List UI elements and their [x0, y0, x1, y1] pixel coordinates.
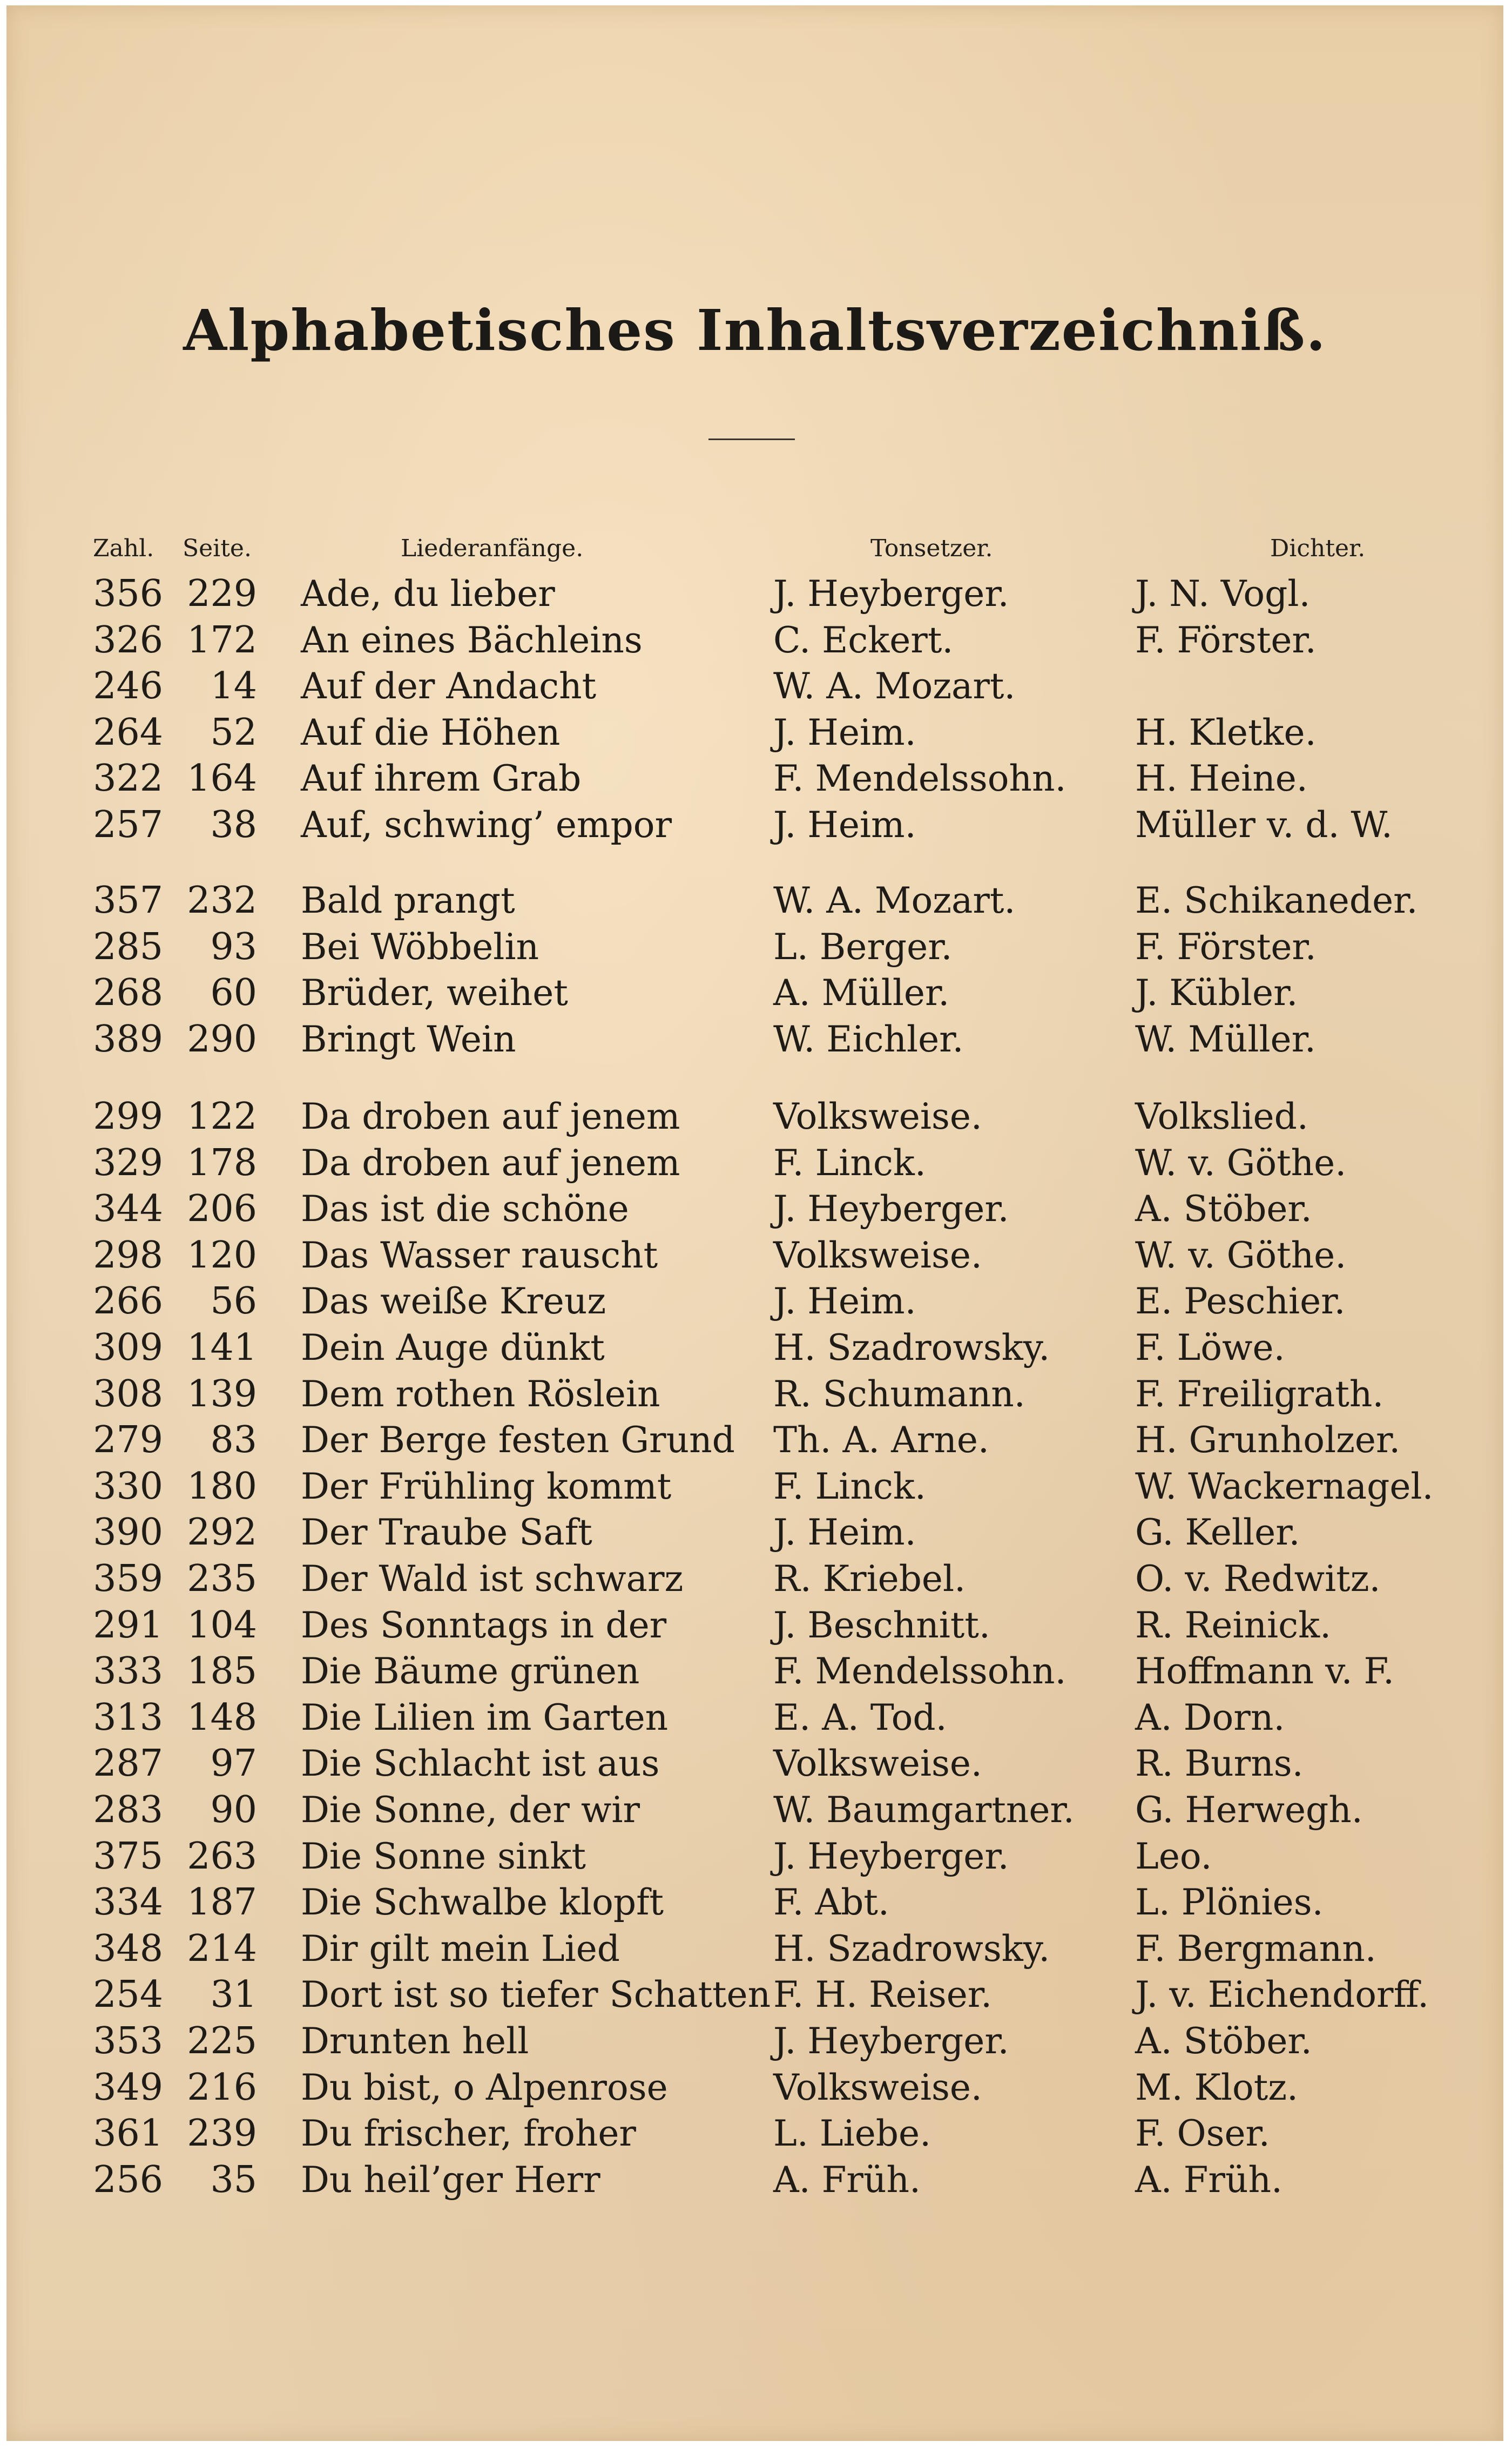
zahl-cell: 246 [93, 665, 163, 708]
tonsetzer-cell: C. Eckert. [773, 619, 954, 661]
tonsetzer-cell: H. Szadrowsky. [773, 1327, 1050, 1368]
lied-cell: Die Sonne sinkt [301, 1835, 586, 1877]
table-row [6, 756, 1503, 801]
header-liederanfaenge: Liederanfänge. [401, 535, 584, 562]
zahl-cell: 254 [93, 1973, 163, 2017]
dichter-cell: A. Stöber. [1135, 1188, 1312, 1230]
zahl-cell: 390 [93, 1511, 163, 1554]
zahl-cell: 257 [93, 804, 163, 846]
lied-cell: Auf, schwing’ empor [301, 804, 672, 846]
tonsetzer-cell: L. Liebe. [773, 2113, 932, 2155]
seite-cell: 235 [187, 1557, 257, 1600]
dichter-cell: R. Reinick. [1135, 1604, 1332, 1646]
lied-cell: Du heil’ger Herr [301, 2159, 600, 2201]
lied-cell: Dort ist so tiefer Schatten [301, 1974, 771, 2016]
seite-cell: 180 [187, 1465, 257, 1508]
dichter-cell: F. Bergmann. [1135, 1927, 1376, 1970]
dichter-cell: W. Müller. [1135, 1018, 1316, 1060]
seite-cell: 120 [187, 1233, 257, 1277]
table-row [6, 2065, 1503, 2110]
zahl-cell: 375 [93, 1835, 163, 1878]
dichter-cell: A. Früh. [1135, 2159, 1282, 2201]
header-seite: Seite. [183, 535, 252, 562]
tonsetzer-cell: J. Heim. [773, 1512, 916, 1554]
table-row [6, 1510, 1503, 1555]
tonsetzer-cell: Volksweise. [773, 1234, 982, 1276]
tonsetzer-cell: F. Linck. [773, 1142, 926, 1184]
seite-cell: 141 [187, 1326, 257, 1369]
dichter-cell: O. v. Redwitz. [1135, 1558, 1381, 1600]
title-divider [708, 439, 795, 440]
table-row [6, 2019, 1503, 2064]
seite-cell: 229 [187, 572, 257, 615]
table-row [6, 1695, 1503, 1741]
seite-cell: 97 [210, 1742, 257, 1785]
table-row [6, 1186, 1503, 1232]
table-row [6, 1141, 1503, 1186]
zahl-cell: 291 [93, 1603, 163, 1647]
tonsetzer-cell: L. Berger. [773, 926, 953, 968]
dichter-cell: R. Burns. [1135, 1743, 1304, 1785]
lied-cell: Bald prangt [301, 880, 515, 921]
tonsetzer-cell: F. Mendelssohn. [773, 758, 1066, 800]
lied-cell: Die Sonne, der wir [301, 1789, 640, 1831]
zahl-cell: 285 [93, 925, 163, 968]
dichter-cell: F. Oser. [1135, 2113, 1270, 2155]
table-row [6, 1279, 1503, 1324]
dichter-cell: Müller v. d. W. [1135, 804, 1393, 846]
dichter-cell: E. Peschier. [1135, 1280, 1346, 1323]
lied-cell: Das ist die schöne [301, 1188, 629, 1230]
lied-cell: Die Schwalbe klopft [301, 1881, 664, 1924]
tonsetzer-cell: J. Heyberger. [773, 1835, 1009, 1877]
table-row [6, 878, 1503, 923]
table-row [6, 970, 1503, 1016]
table-row [6, 2157, 1503, 2203]
tonsetzer-cell: W. A. Mozart. [773, 880, 1016, 921]
table-row [6, 1418, 1503, 1463]
zahl-cell: 344 [93, 1188, 163, 1231]
zahl-cell: 256 [93, 2158, 163, 2201]
table-row [6, 1834, 1503, 1879]
table-row [6, 1741, 1503, 1786]
lied-cell: Du frischer, froher [301, 2113, 636, 2155]
seite-cell: 290 [187, 1017, 257, 1061]
seite-cell: 187 [187, 1881, 257, 1924]
dichter-cell: G. Herwegh. [1135, 1789, 1363, 1831]
book-page [6, 5, 1503, 2441]
table-row [6, 664, 1503, 709]
dichter-cell: H. Kletke. [1135, 711, 1317, 753]
seite-cell: 93 [210, 925, 257, 968]
seite-cell: 83 [210, 1419, 257, 1462]
dichter-cell: H. Grunholzer. [1135, 1419, 1401, 1461]
dichter-cell: Leo. [1135, 1835, 1212, 1877]
tonsetzer-cell: R. Schumann. [773, 1373, 1025, 1415]
zahl-cell: 308 [93, 1372, 163, 1415]
zahl-cell: 361 [93, 2112, 163, 2155]
tonsetzer-cell: J. Heyberger. [773, 573, 1009, 615]
lied-cell: Du bist, o Alpenrose [301, 2066, 668, 2108]
zahl-cell: 298 [93, 1233, 163, 1277]
tonsetzer-cell: J. Beschnitt. [773, 1604, 990, 1646]
lied-cell: Der Frühling kommt [301, 1465, 672, 1507]
tonsetzer-cell: R. Kriebel. [773, 1558, 966, 1600]
table-row [6, 1094, 1503, 1139]
tonsetzer-cell: J. Heim. [773, 711, 916, 753]
zahl-cell: 266 [93, 1280, 163, 1323]
dichter-cell: J. v. Eichendorff. [1135, 1974, 1429, 2016]
seite-cell: 185 [187, 1650, 257, 1693]
dichter-cell: M. Klotz. [1135, 2066, 1298, 2108]
dichter-cell: F. Löwe. [1135, 1327, 1285, 1368]
table-row [6, 1372, 1503, 1417]
tonsetzer-cell: F. Linck. [773, 1465, 926, 1507]
table-row [6, 2111, 1503, 2156]
dichter-cell: H. Heine. [1135, 758, 1308, 800]
table-row [6, 1603, 1503, 1648]
dichter-cell: E. Schikaneder. [1135, 880, 1418, 921]
seite-cell: 148 [187, 1696, 257, 1739]
seite-cell: 104 [187, 1603, 257, 1647]
table-row [6, 1788, 1503, 1833]
lied-cell: Drunten hell [301, 2020, 529, 2062]
seite-cell: 60 [210, 972, 257, 1015]
lied-cell: Das Wasser rauscht [301, 1234, 658, 1276]
lied-cell: Die Bäume grünen [301, 1650, 640, 1692]
zahl-cell: 299 [93, 1095, 163, 1138]
zahl-cell: 357 [93, 879, 163, 922]
seite-cell: 35 [210, 2158, 257, 2201]
table-row [6, 925, 1503, 970]
table-row [6, 571, 1503, 617]
tonsetzer-cell: J. Heim. [773, 804, 916, 846]
zahl-cell: 359 [93, 1557, 163, 1600]
zahl-cell: 389 [93, 1017, 163, 1061]
seite-cell: 216 [187, 2066, 257, 2109]
dichter-cell: L. Plönies. [1135, 1881, 1324, 1924]
lied-cell: Bringt Wein [301, 1018, 516, 1060]
table-row [6, 618, 1503, 663]
lied-cell: Dein Auge dünkt [301, 1327, 605, 1368]
lied-cell: Dir gilt mein Lied [301, 1927, 620, 1970]
zahl-cell: 322 [93, 757, 163, 800]
dichter-cell: Hoffmann v. F. [1135, 1650, 1395, 1692]
zahl-cell: 333 [93, 1650, 163, 1693]
dichter-cell: W. Wackernagel. [1135, 1465, 1434, 1507]
tonsetzer-cell: J. Heyberger. [773, 2020, 1009, 2062]
seite-cell: 52 [210, 711, 257, 754]
zahl-cell: 334 [93, 1881, 163, 1924]
tonsetzer-cell: W. Eichler. [773, 1018, 964, 1060]
lied-cell: An eines Bächleins [301, 619, 643, 661]
page-title: Alphabetisches Inhaltsverzeichniß. [183, 297, 1327, 363]
dichter-cell: Volkslied. [1135, 1096, 1308, 1137]
seite-cell: 14 [210, 665, 257, 708]
table-row [6, 1464, 1503, 1509]
seite-cell: 178 [187, 1141, 257, 1184]
zahl-cell: 264 [93, 711, 163, 754]
tonsetzer-cell: Volksweise. [773, 2066, 982, 2108]
dichter-cell: F. Förster. [1135, 619, 1317, 661]
zahl-cell: 309 [93, 1326, 163, 1369]
tonsetzer-cell: A. Müller. [773, 972, 950, 1014]
tonsetzer-cell: F. Abt. [773, 1881, 889, 1924]
header-zahl: Zahl. [93, 535, 154, 562]
lied-cell: Der Berge festen Grund [301, 1419, 735, 1461]
tonsetzer-cell: H. Szadrowsky. [773, 1927, 1050, 1970]
tonsetzer-cell: Volksweise. [773, 1743, 982, 1785]
tonsetzer-cell: F. H. Reiser. [773, 1974, 993, 2016]
lied-cell: Auf ihrem Grab [301, 758, 582, 800]
zahl-cell: 313 [93, 1696, 163, 1739]
header-tonsetzer: Tonsetzer. [870, 535, 993, 562]
seite-cell: 263 [187, 1835, 257, 1878]
dichter-cell: G. Keller. [1135, 1512, 1300, 1554]
seite-cell: 214 [187, 1927, 257, 1970]
lied-cell: Dem rothen Röslein [301, 1373, 660, 1415]
table-row [6, 1233, 1503, 1278]
table-row [6, 710, 1503, 756]
table-row [6, 1017, 1503, 1062]
lied-cell: Da droben auf jenem [301, 1142, 680, 1184]
zahl-cell: 356 [93, 572, 163, 615]
dichter-cell: W. v. Göthe. [1135, 1142, 1347, 1184]
tonsetzer-cell: Th. A. Arne. [773, 1419, 989, 1461]
seite-cell: 56 [210, 1280, 257, 1323]
zahl-cell: 353 [93, 2020, 163, 2062]
lied-cell: Bei Wöbbelin [301, 926, 539, 968]
tonsetzer-cell: J. Heyberger. [773, 1188, 1009, 1230]
seite-cell: 31 [210, 1973, 257, 2017]
seite-cell: 206 [187, 1188, 257, 1231]
dichter-cell: W. v. Göthe. [1135, 1234, 1347, 1276]
lied-cell: Ade, du lieber [301, 573, 555, 615]
lied-cell: Auf der Andacht [301, 665, 597, 707]
table-row [6, 1880, 1503, 1925]
seite-cell: 172 [187, 618, 257, 662]
zahl-cell: 326 [93, 618, 163, 662]
lied-cell: Auf die Höhen [301, 711, 561, 753]
dichter-cell: J. N. Vogl. [1135, 573, 1311, 615]
dichter-cell: A. Dorn. [1135, 1696, 1285, 1738]
zahl-cell: 348 [93, 1927, 163, 1970]
table-row [6, 1926, 1503, 1972]
seite-cell: 164 [187, 757, 257, 800]
tonsetzer-cell: A. Früh. [773, 2159, 921, 2201]
seite-cell: 225 [187, 2020, 257, 2062]
tonsetzer-cell: Volksweise. [773, 1096, 982, 1137]
lied-cell: Der Wald ist schwarz [301, 1558, 684, 1600]
seite-cell: 90 [210, 1789, 257, 1831]
seite-cell: 239 [187, 2112, 257, 2155]
seite-cell: 232 [187, 879, 257, 922]
tonsetzer-cell: E. A. Tod. [773, 1696, 947, 1738]
dichter-cell: F. Freiligrath. [1135, 1373, 1384, 1415]
dichter-cell: F. Förster. [1135, 926, 1317, 968]
zahl-cell: 279 [93, 1419, 163, 1462]
dichter-cell: A. Stöber. [1135, 2020, 1312, 2062]
tonsetzer-cell: W. Baumgartner. [773, 1789, 1075, 1831]
zahl-cell: 330 [93, 1465, 163, 1508]
lied-cell: Da droben auf jenem [301, 1096, 680, 1137]
tonsetzer-cell: F. Mendelssohn. [773, 1650, 1066, 1692]
seite-cell: 122 [187, 1095, 257, 1138]
zahl-cell: 268 [93, 972, 163, 1015]
tonsetzer-cell: W. A. Mozart. [773, 665, 1016, 707]
seite-cell: 139 [187, 1372, 257, 1415]
zahl-cell: 283 [93, 1789, 163, 1831]
lied-cell: Die Lilien im Garten [301, 1696, 669, 1738]
table-row [6, 1649, 1503, 1694]
lied-cell: Der Traube Saft [301, 1512, 592, 1554]
lied-cell: Brüder, weihet [301, 972, 568, 1014]
table-row [6, 802, 1503, 848]
lied-cell: Das weiße Kreuz [301, 1280, 606, 1323]
header-dichter: Dichter. [1270, 535, 1366, 562]
table-row [6, 1325, 1503, 1371]
dichter-cell: J. Kübler. [1135, 972, 1298, 1014]
zahl-cell: 329 [93, 1141, 163, 1184]
table-row [6, 1972, 1503, 2018]
tonsetzer-cell: J. Heim. [773, 1280, 916, 1323]
seite-cell: 292 [187, 1511, 257, 1554]
lied-cell: Die Schlacht ist aus [301, 1743, 660, 1785]
lied-cell: Des Sonntags in der [301, 1604, 667, 1646]
table-row [6, 1556, 1503, 1602]
seite-cell: 38 [210, 804, 257, 846]
zahl-cell: 349 [93, 2066, 163, 2109]
zahl-cell: 287 [93, 1742, 163, 1785]
